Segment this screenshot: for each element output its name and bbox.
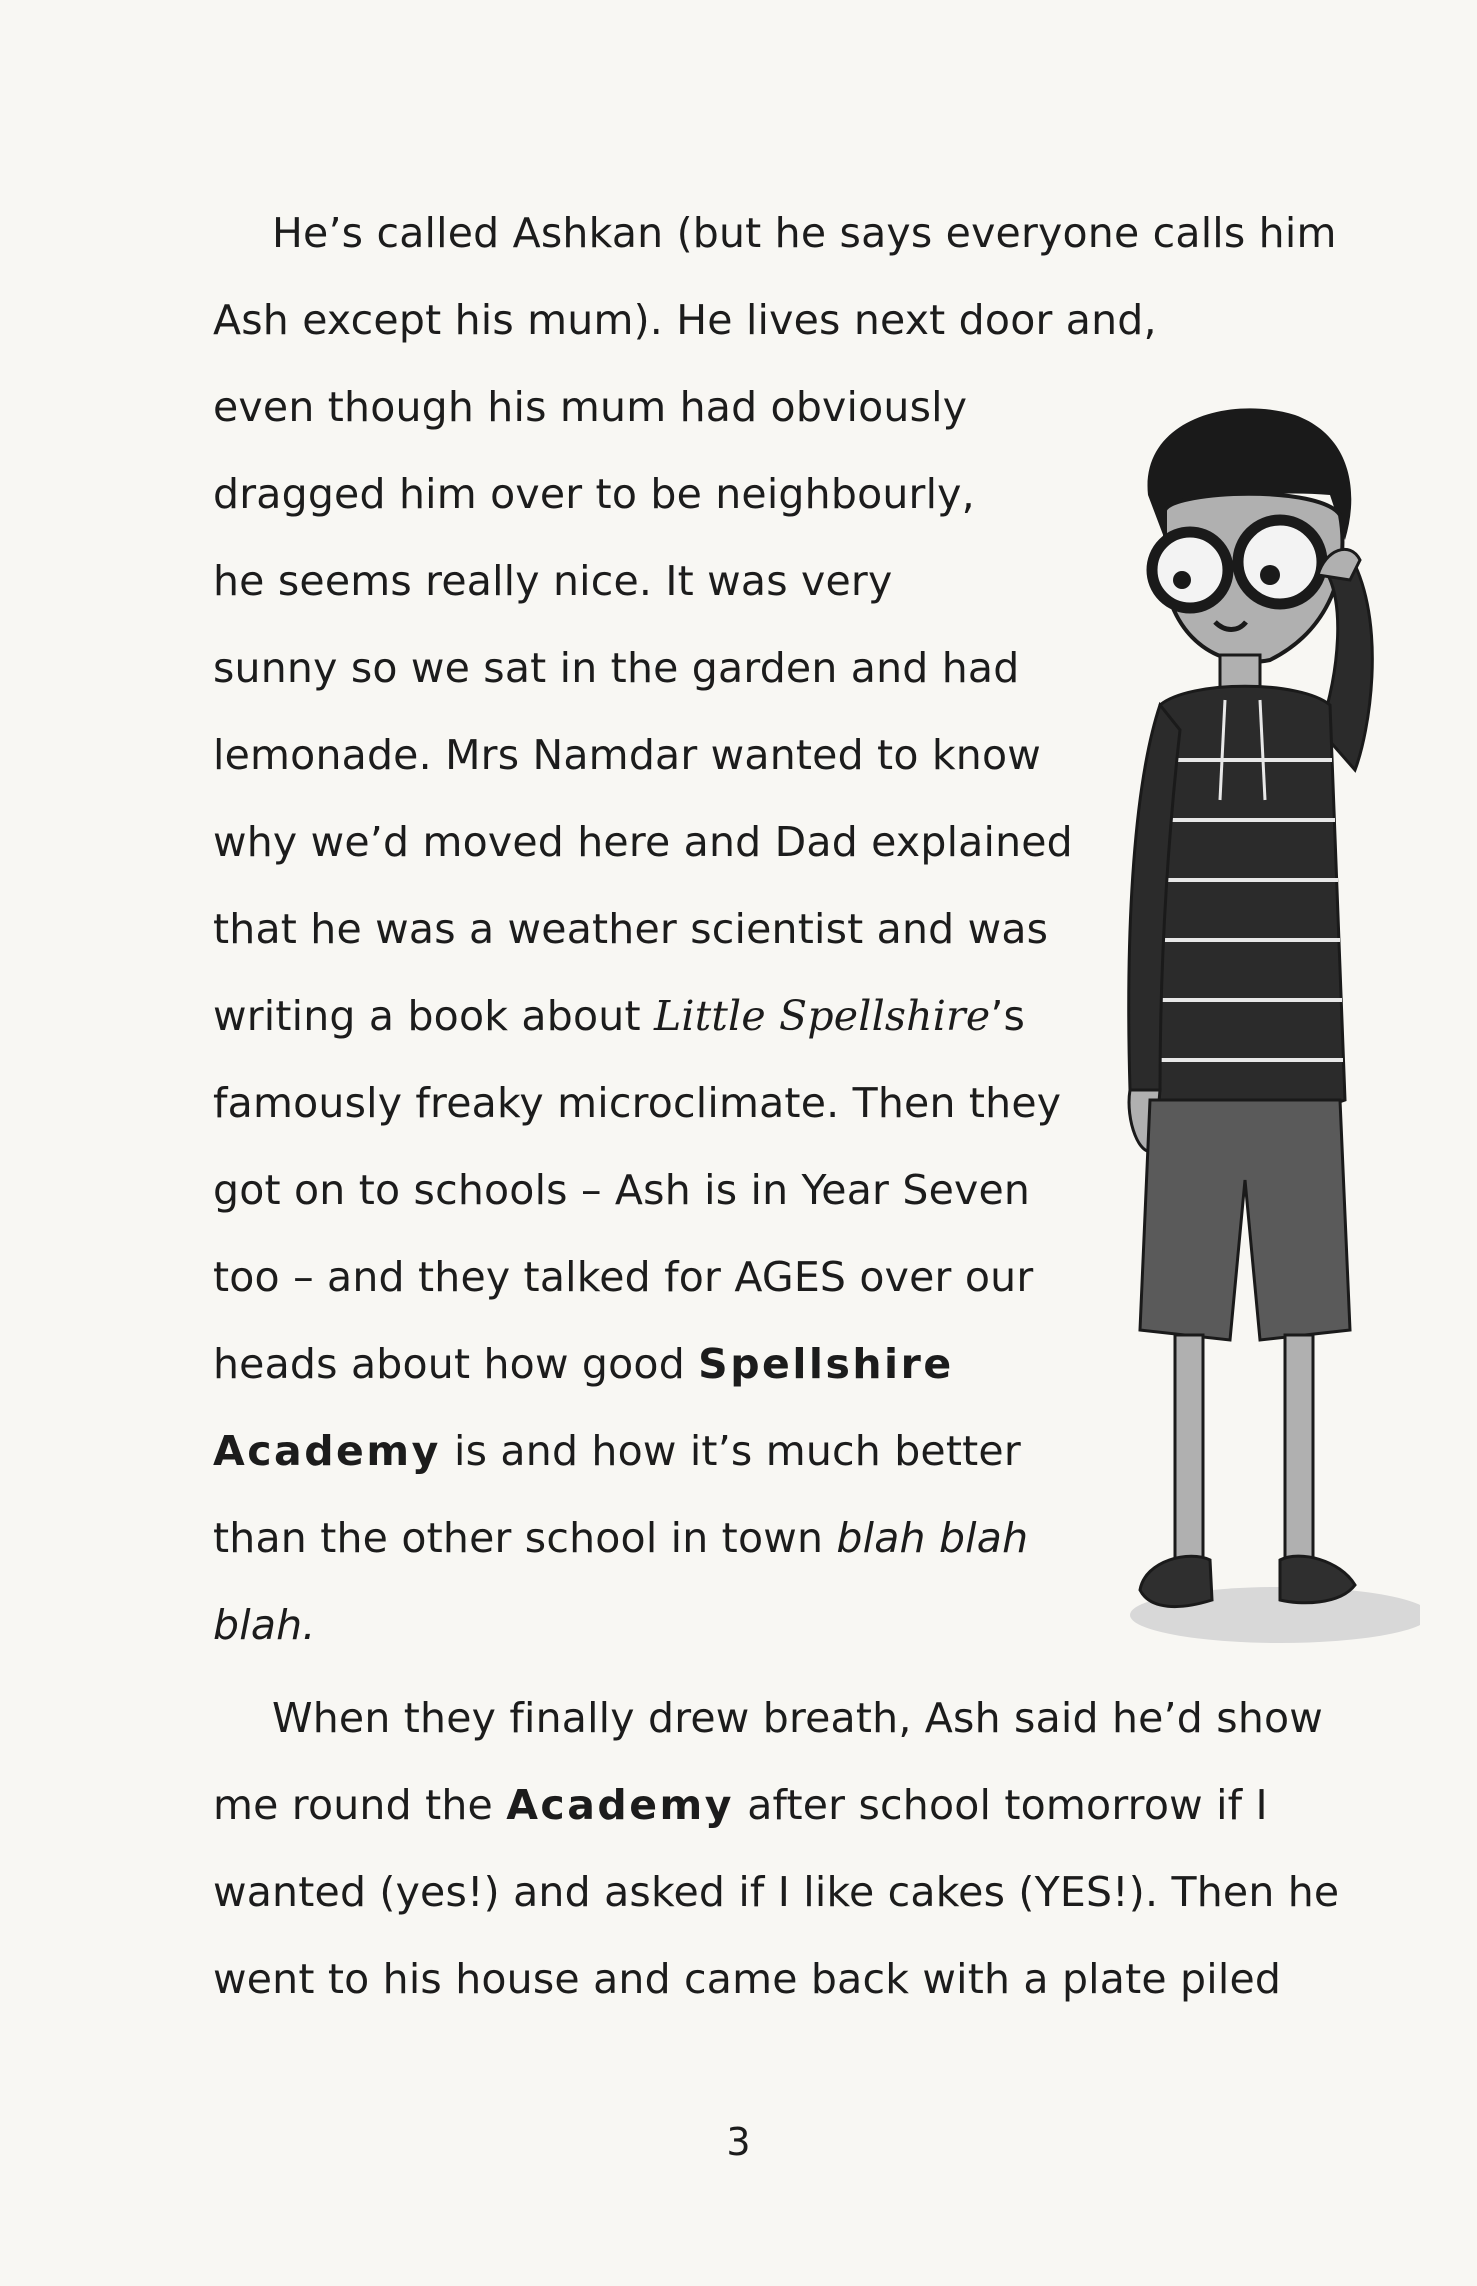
text-line: me round the Academy after school tomorrow if I: [213, 1781, 1268, 1829]
text-line: writing a book about Little Spellshire’s: [213, 992, 1026, 1040]
text-line: sunny so we sat in the garden and had: [213, 644, 1020, 692]
school-name: Academy: [506, 1781, 734, 1829]
text-line: lemonade. Mrs Namdar wanted to know: [213, 731, 1042, 779]
text-line: Academy is and how it’s much better: [213, 1427, 1021, 1475]
text-line: He’s called Ashkan (but he says everyone calls him: [272, 209, 1337, 257]
text-line: got on to schools – Ash is in Year Seven: [213, 1166, 1031, 1214]
text-line: wanted (yes!) and asked if I like cakes (YES!). Then he: [213, 1868, 1340, 1916]
text-line: went to his house and came back with a plate piled: [213, 1955, 1282, 2003]
page-number: 3: [726, 2120, 751, 2164]
text-line: that he was a weather scientist and was: [213, 905, 1049, 953]
text-line: blah.: [213, 1601, 316, 1649]
text-line: dragged him over to be neighbourly,: [213, 470, 975, 518]
text-line: When they finally drew breath, Ash said he’d show: [272, 1694, 1324, 1742]
text-line: even though his mum had obviously: [213, 383, 968, 431]
text-line: why we’d moved here and Dad explained: [213, 818, 1073, 866]
text-line: too – and they talked for AGES over our: [213, 1253, 1034, 1301]
text-line: Ash except his mum). He lives next door and,: [213, 296, 1157, 344]
boy-with-glasses-illustration: [1120, 400, 1420, 1660]
place-name: Little Spellshire: [653, 992, 991, 1040]
text-line: he seems really nice. It was very: [213, 557, 893, 605]
text-line: heads about how good Spellshire: [213, 1340, 954, 1388]
school-name: Academy: [213, 1427, 441, 1475]
school-name: Spellshire: [698, 1340, 954, 1388]
text-line: famously freaky microclimate. Then they: [213, 1079, 1062, 1127]
text-line: than the other school in town blah blah: [213, 1514, 1029, 1562]
